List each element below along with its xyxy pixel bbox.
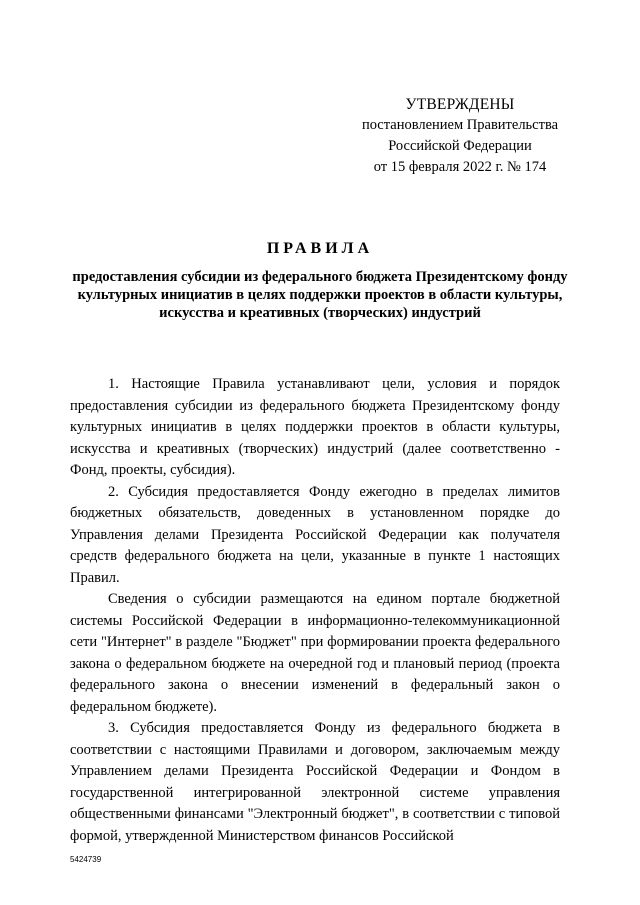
document-body <box>70 374 560 847</box>
approval-line-2: Российской Федерации <box>388 138 532 154</box>
document-subtitle: предоставления субсидии из федерального бюджета Президентскому фонду культурных инициатив в целях поддержки проектов в области культуры, искусства и креативных (творческих) индустрий <box>72 269 568 321</box>
paragraph-4: 3. Субсидия предоставляется Фонду из федерального бюджета в соответствии с настоящими Правилами и договором, заключаемым между Управлением делами Президента Российской Федерации и Фондом в государственной интегрированной электронной системе управления общественными финансами "Электронный бюджет", в соответствии с типовой формой, утвержденной Министерством финансов Российской <box>70 720 560 844</box>
paragraph-1: 1. Настоящие Правила устанавливают цели, условия и порядок предоставления субсидии из федерального бюджета Президентскому фонду культурных инициатив в целях поддержки проектов в области культуры, искусства и креативных (творческих) индустрий (далее соответственно - Фонд, проекты, субсидия). <box>70 376 560 478</box>
document-title: ПРАВИЛА <box>266 240 374 257</box>
approval-line-3: от 15 февраля 2022 г. № 174 <box>373 159 547 175</box>
document-code: 5424739 <box>70 855 102 864</box>
approval-heading: УТВЕРЖДЕНЫ <box>405 96 515 113</box>
paragraph-3: Сведения о субсидии размещаются на едином портале бюджетной системы Российской Федерации в информационно-телекоммуникационной сети "Интернет" в разделе "Бюджет" при формировании проекта федерального закона о федеральном бюджете на очередной год и плановый период (проекта федерального закона о внесении изменений в федеральный закон о федеральном бюджете). <box>70 591 560 715</box>
approval-block <box>340 94 580 178</box>
approval-line-1: постановлением Правительства <box>361 117 559 133</box>
paragraph-2: 2. Субсидия предоставляется Фонду ежегодно в пределах лимитов бюджетных обязательств, доведенных в установленном порядке до Управления делами Президента Российской Федерации как получателя средств федерального бюджета на цели, указанные в пункте 1 настоящих Правил. <box>70 483 560 586</box>
